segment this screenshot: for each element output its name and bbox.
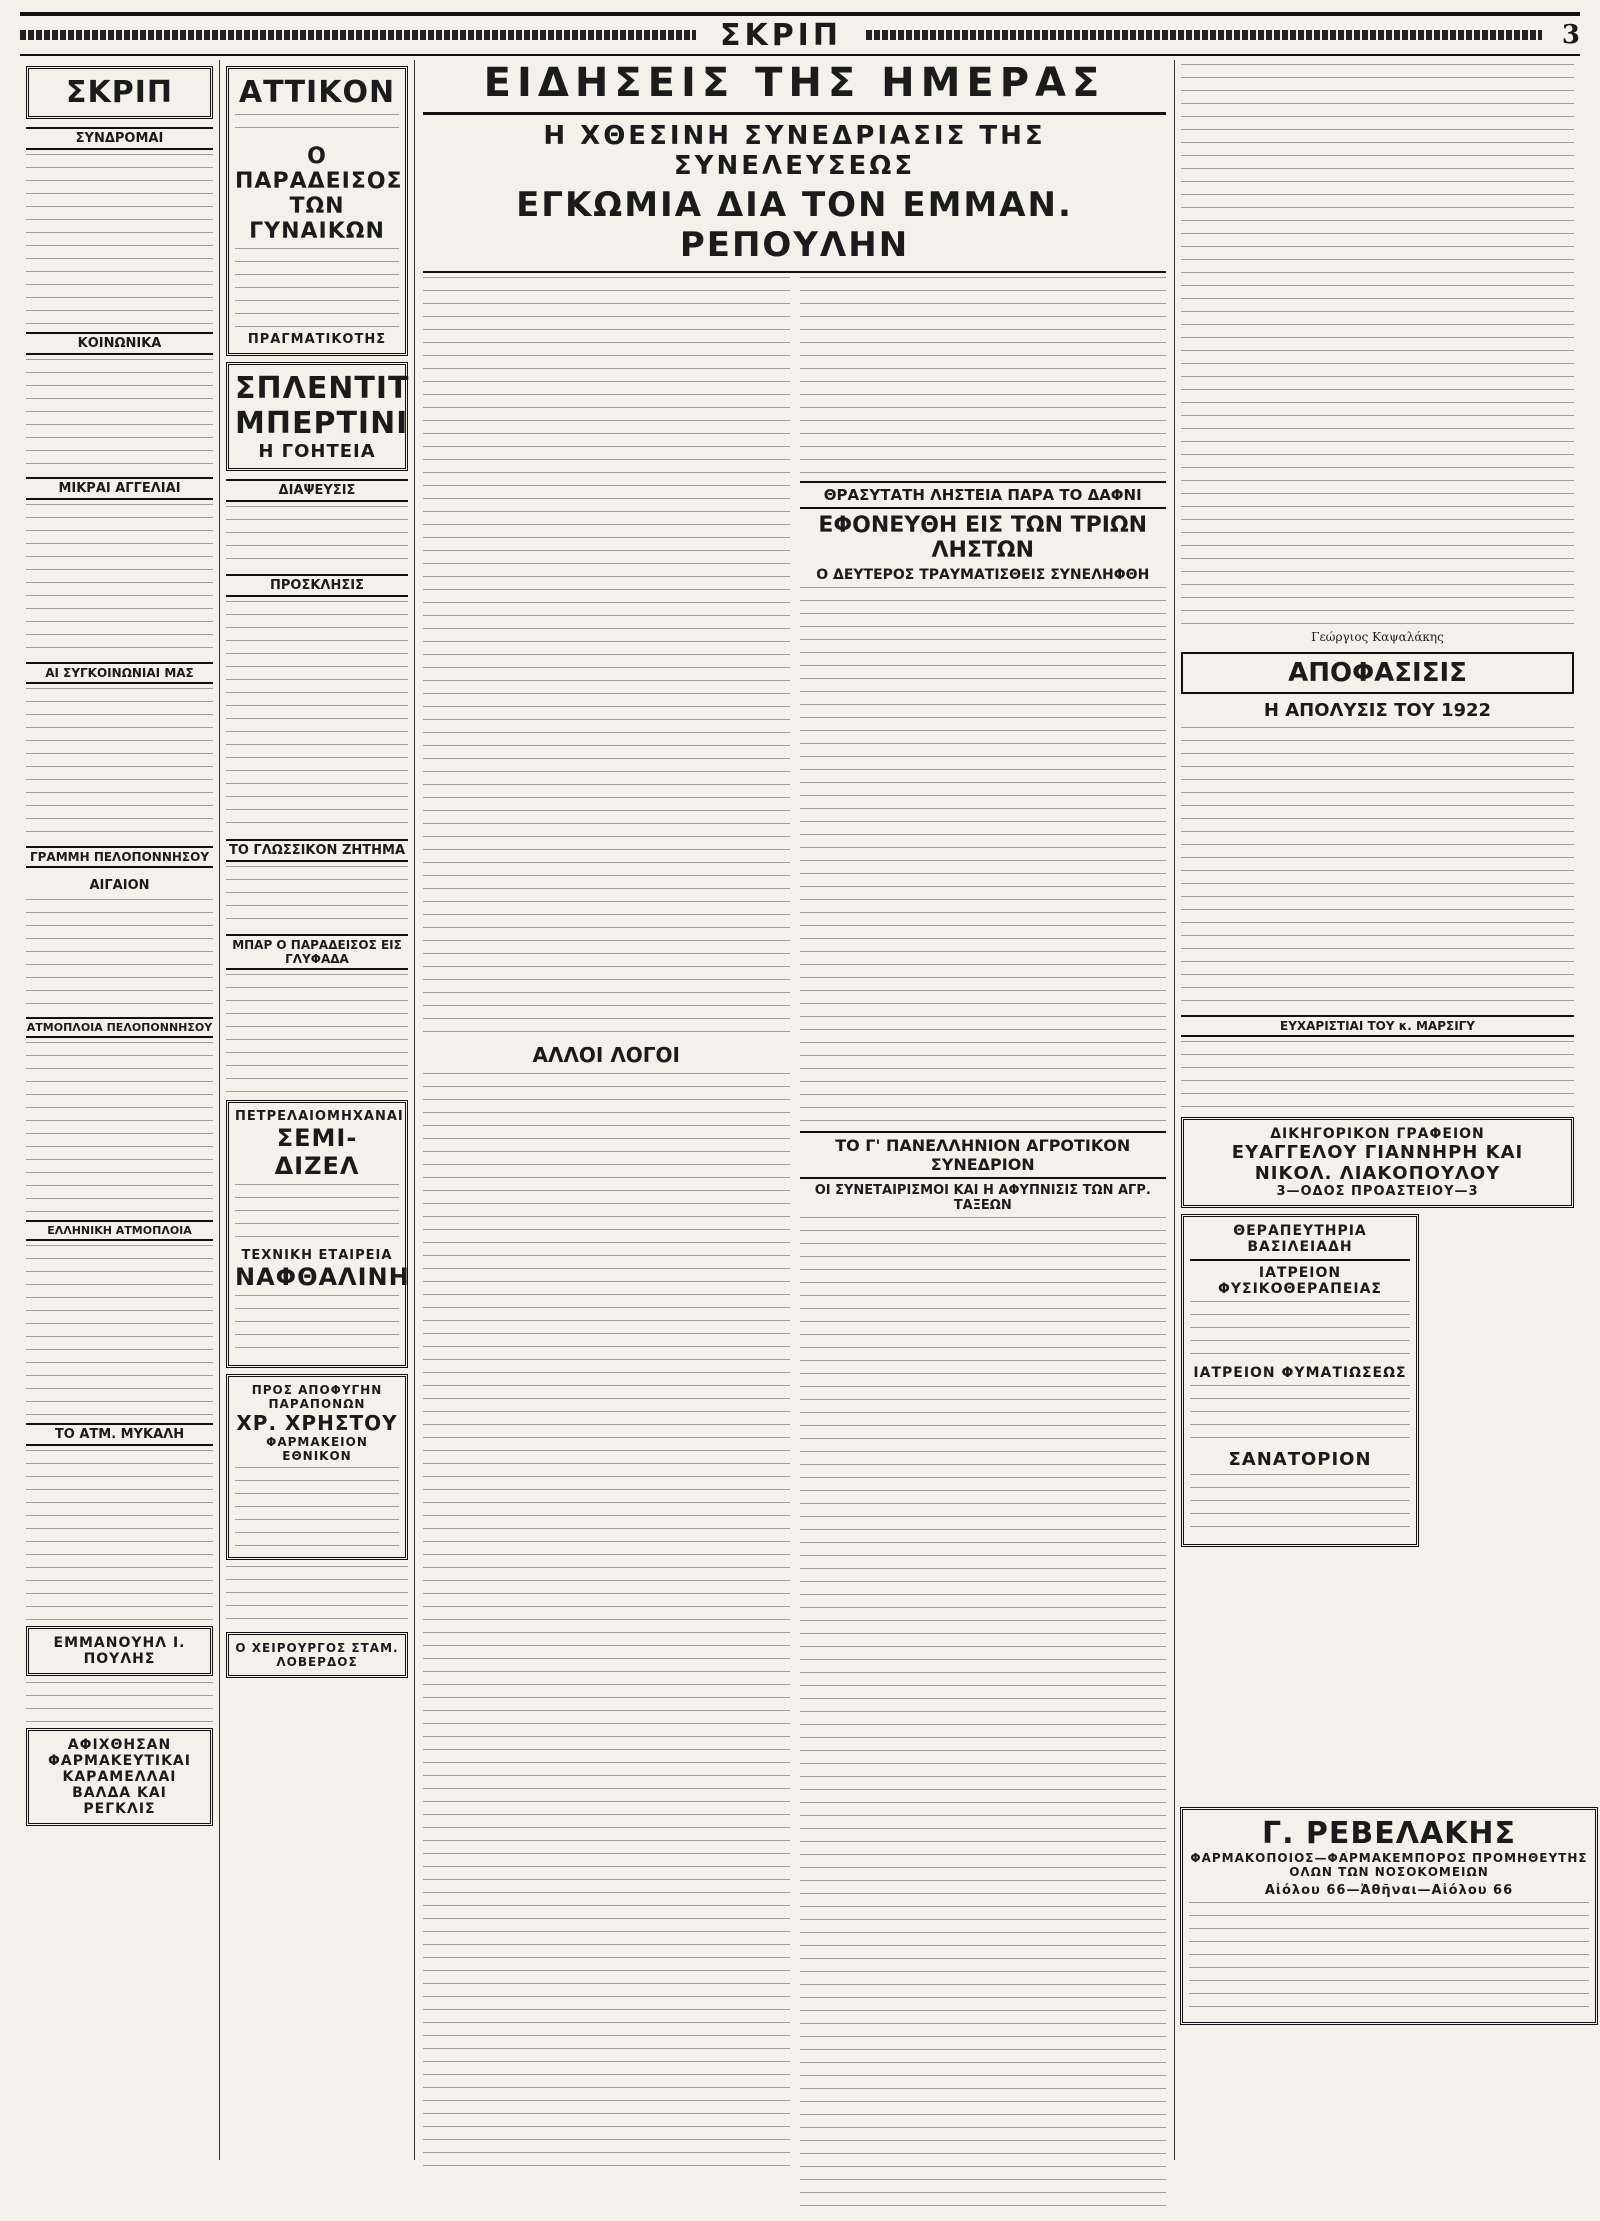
ad-christou-title: ΧΡ. ΧΡΗΣΤΟΥ bbox=[236, 1411, 398, 1435]
section-heading: ΤΟ ΓΛΩΣΣΙΚΟΝ ΖΗΤΗΜΑ bbox=[226, 839, 408, 862]
text-block bbox=[26, 899, 213, 1009]
main-news bbox=[415, 60, 1175, 2160]
ad-karamelles: ΑΦΙΧΘΗΣΑΝ ΦΑΡΜΑΚΕΥΤΙΚΑΙ ΚΑΡΑΜΕΛΛΑΙ ΒΑΛΔΑ ΚΑΙ ΡΕΓΚΛΙΣ bbox=[26, 1728, 213, 1826]
ad-revelakis-sub: ΦΑΡΜΑΚΟΠΟΙΟΣ—ΦΑΡΜΑΚΕΜΠΟΡΟΣ ΠΡΟΜΗΘΕΥΤΗΣ ΟΛΩΝ ΤΩΝ ΝΟΣΟΚΟΜΕΙΩΝ bbox=[1190, 1851, 1588, 1879]
ad-christou-sub: ΠΡΟΣ ΑΠΟΦΥΓΗΝ ΠΑΡΑΠΟΝΩΝ bbox=[251, 1383, 383, 1411]
ad-attikon-title: ΑΤΤΙΚΟΝ bbox=[238, 75, 396, 110]
ad-realism: ΠΡΑΓΜΑΤΙΚΟΤΗΣ bbox=[247, 332, 387, 347]
ad-clinic bbox=[1181, 1214, 1419, 1547]
banner-sub: Η ΧΘΕΣΙΝΗ ΣΥΝΕΔΡΙΑΣΙΣ ΤΗΣ ΣΥΝΕΛΕΥΣΕΩΣ bbox=[543, 121, 1046, 181]
text-block bbox=[1181, 1041, 1574, 1111]
ad-revelakis-addr: Αἰόλου 66—Ἀθῆναι—Αἰόλου 66 bbox=[1264, 1883, 1514, 1898]
ad-lawyer-names: ΕΥΑΓΓΕΛΟΥ ΓΙΑΝΝΗΡΗ ΚΑΙ ΝΙΚΟΛ. ΛΙΑΚΟΠΟΥΛΟΥ bbox=[1231, 1142, 1524, 1184]
text-block bbox=[235, 1467, 399, 1547]
text-block bbox=[800, 277, 1167, 477]
ad-goteia: Η ΓΟΗΤΕΙΑ bbox=[258, 441, 376, 462]
text-block bbox=[26, 359, 213, 469]
section-heading: ΜΙΚΡΑΙ ΑΓΓΕΛΙΑΙ bbox=[26, 477, 213, 500]
section-heading: ΕΥΧΑΡΙΣΤΙΑΙ ΤΟΥ κ. ΜΑΡΣΙΓΥ bbox=[1181, 1015, 1574, 1037]
ad-splendid-title: ΣΠΛΕΝΤΙΤ bbox=[235, 371, 410, 406]
text-block bbox=[26, 504, 213, 654]
story2-title: ΘΡΑΣΥΤΑΤΗ ΛΗΣΤΕΙΑ ΠΑΡΑ ΤΟ ΔΑΦΝΙ bbox=[800, 481, 1167, 509]
masthead-rule-left bbox=[20, 30, 696, 40]
section-heading: ΚΟΙΝΩΝΙΚΑ bbox=[26, 332, 213, 355]
story3-head: ΟΙ ΣΥΝΕΤΑΙΡΙΣΜΟΙ ΚΑΙ Η ΑΦΥΠΝΙΣΙΣ ΤΩΝ ΑΓΡ. ΤΑΞΕΩΝ bbox=[814, 1183, 1151, 1213]
text-block bbox=[1190, 1474, 1410, 1534]
ad-sanatorium: ΣΑΝΑΤΟΡΙΟΝ bbox=[1228, 1449, 1372, 1470]
text-block bbox=[26, 1042, 213, 1212]
masthead-rule-right bbox=[866, 30, 1542, 40]
ad-diesel bbox=[226, 1100, 408, 1368]
column-1 bbox=[20, 60, 220, 2160]
text-block bbox=[1190, 1301, 1410, 1361]
text-block bbox=[423, 277, 790, 1037]
signature: Γεώργιος Καψαλάκης bbox=[1311, 630, 1444, 644]
text-block bbox=[26, 1245, 213, 1415]
ad-diesel-sub: ΠΕΤΡΕΛΑΙΟΜΗΧΑΝΑΙ bbox=[235, 1109, 404, 1124]
ad-diesel-title: ΣΕΜΙ-ΔΙΖΕΛ bbox=[274, 1124, 360, 1180]
text-block bbox=[1190, 1385, 1410, 1445]
story3-title: ΤΟ Γ' ΠΑΝΕΛΛΗΝΙΟΝ ΑΓΡΟΤΙΚΟΝ ΣΥΝΕΔΡΙΟΝ bbox=[800, 1131, 1167, 1179]
section-heading: ΕΛΛΗΝΙΚΗ ΑΤΜΟΠΛΟΙΑ bbox=[26, 1220, 213, 1241]
ad-clinic2: ΙΑΤΡΕΙΟΝ ΦΥΜΑΤΙΩΣΕΩΣ bbox=[1193, 1365, 1407, 1381]
section-heading: ΑΤΜΟΠΛΟΙΑ ΠΕΛΟΠΟΝΝΗΣΟΥ bbox=[26, 1017, 213, 1038]
ad-bertini: ΜΠΕΡΤΙΝΙ bbox=[235, 406, 409, 441]
text-block bbox=[226, 601, 408, 831]
ad-attikon bbox=[226, 66, 408, 356]
ad-pharmacy: ΦΑΡΜΑΚΕΙΟΝ ΕΘΝΙΚΟΝ bbox=[266, 1435, 368, 1463]
ad-clinic-title: ΘΕΡΑΠΕΥΤΗΡΙΑ ΒΑΣΙΛΕΙΑΔΗ bbox=[1190, 1223, 1410, 1261]
ad-clinic1: ΙΑΤΡΕΙΟΝ ΦΥΣΙΚΟΘΕΡΑΠΕΙΑΣ bbox=[1217, 1265, 1382, 1297]
page-number: 3 bbox=[1561, 20, 1580, 50]
section-heading: ΔΙΑΨΕΥΣΙΣ bbox=[226, 479, 408, 502]
text-block bbox=[226, 866, 408, 926]
ad-revelakis-title: Γ. ΡΕΒΕΛΑΚΗΣ bbox=[1261, 1816, 1517, 1851]
text-block bbox=[226, 1566, 408, 1626]
text-block bbox=[235, 1295, 399, 1355]
story2-head: ΕΦΟΝΕΥΘΗ ΕΙΣ ΤΩΝ ΤΡΙΩΝ ΛΗΣΤΩΝ bbox=[818, 513, 1148, 563]
decision-title: ΑΠΟΦΑΣΙΣΙΣ bbox=[1181, 652, 1574, 694]
section-heading: ΑΙ ΣΥΓΚΟΙΝΩΝΙΑΙ ΜΑΣ bbox=[26, 662, 213, 684]
section-heading: ΤΟ ΑΤΜ. ΜΥΚΑΛΗ bbox=[26, 1423, 213, 1446]
text-block bbox=[800, 1217, 1167, 2217]
text-block bbox=[226, 506, 408, 566]
text-block bbox=[1181, 64, 1574, 624]
ad-lawyer bbox=[1181, 1117, 1574, 1208]
text-block bbox=[1189, 1902, 1589, 2012]
text-block bbox=[226, 974, 408, 1094]
story2-sub: Ο ΔΕΥΤΕΡΟΣ ΤΡΑΥΜΑΤΙΣΘΕΙΣ ΣΥΝΕΛΗΦΘΗ bbox=[816, 567, 1150, 583]
section-heading: ΣΥΝΔΡΟΜΑΙ bbox=[26, 127, 213, 150]
ad-christou bbox=[226, 1374, 408, 1560]
text-block bbox=[26, 1682, 213, 1722]
text-block bbox=[26, 154, 213, 324]
ad-splendid bbox=[226, 362, 408, 471]
newspaper-page bbox=[20, 12, 1588, 2172]
banner-title: ΕΙΔΗΣΕΙΣ ΤΗΣ ΗΜΕΡΑΣ bbox=[423, 60, 1166, 115]
ad-loverdos: Ο ΧΕΙΡΟΥΡΓΟΣ ΣΤΑΜ. ΛΟΒΕΡΔΟΣ bbox=[226, 1632, 408, 1678]
section-heading: ΑΛΛΟΙ ΛΟΓΟΙ bbox=[532, 1043, 680, 1067]
section-heading: ΑΙΓΑΙΟΝ bbox=[89, 878, 150, 893]
ad-paradeisos: Ο ΠΑΡΑΔΕΙΣΟΣ ΤΩΝ ΓΥΝΑΙΚΩΝ bbox=[235, 144, 403, 244]
nameplate: ΣΚΡΙΠ bbox=[26, 66, 213, 119]
headline: ΕΓΚΩΜΙΑ ΔΙΑ ΤΟΝ ΕΜΜΑΝ. ΡΕΠΟΥΛΗΝ bbox=[423, 185, 1166, 273]
decision-sub: Η ΑΠΟΛΥΣΙΣ ΤΟΥ 1922 bbox=[1263, 700, 1492, 721]
masthead bbox=[20, 12, 1580, 56]
ad-revelakis bbox=[1180, 1807, 1598, 2025]
text-block bbox=[26, 1450, 213, 1620]
column-2 bbox=[220, 60, 415, 2160]
text-block bbox=[423, 1073, 790, 2173]
text-block bbox=[235, 114, 399, 140]
text-block bbox=[800, 587, 1167, 1127]
ad-naftalini: ΝΑΦΘΑΛΙΝΗ bbox=[235, 1263, 410, 1291]
text-block bbox=[1181, 727, 1574, 1007]
ad-lawyer-addr: 3—ΟΔΟΣ ΠΡΟΑΣΤΕΙΟΥ—3 bbox=[1276, 1184, 1479, 1199]
ad-tech-company: ΤΕΧΝΙΚΗ ΕΤΑΙΡΕΙΑ bbox=[241, 1248, 393, 1263]
section-heading: ΓΡΑΜΜΗ ΠΕΛΟΠΟΝΝΗΣΟΥ bbox=[26, 846, 213, 868]
section-heading: ΜΠΑΡ Ο ΠΑΡΑΔΕΙΣΟΣ ΕΙΣ ΓΛΥΦΑΔΑ bbox=[226, 934, 408, 970]
section-heading: ΠΡΟΣΚΛΗΣΙΣ bbox=[226, 574, 408, 597]
ad-poulis: ΕΜΜΑΝΟΥΗΛ Ι. ΠΟΥΛΗΣ bbox=[26, 1626, 213, 1676]
text-block bbox=[26, 688, 213, 838]
text-block bbox=[235, 1184, 399, 1244]
text-block bbox=[235, 248, 399, 328]
masthead-title: ΣΚΡΙΠ bbox=[719, 17, 842, 53]
ad-lawyer-title: ΔΙΚΗΓΟΡΙΚΟΝ ΓΡΑΦΕΙΟΝ bbox=[1270, 1126, 1485, 1142]
